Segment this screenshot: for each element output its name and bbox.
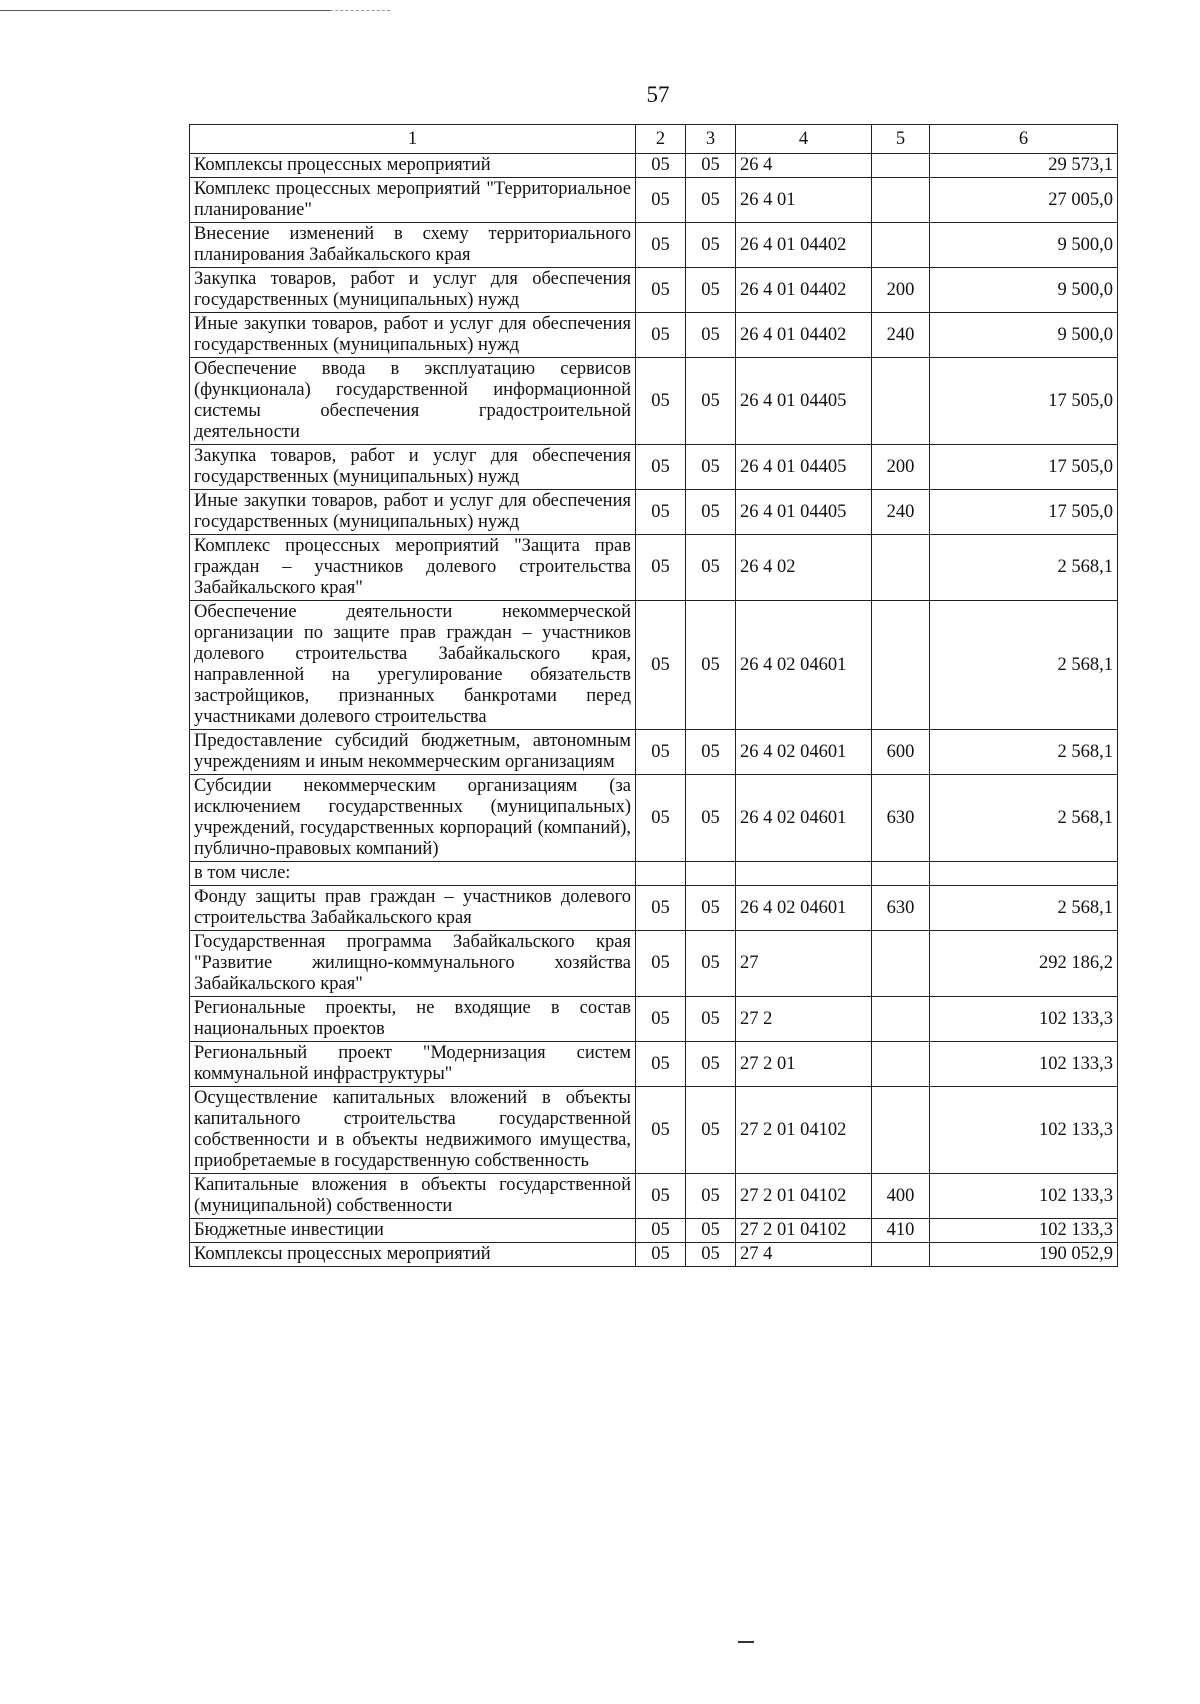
row-section-cell: 05 [636,490,686,535]
row-subsection-cell: 05 [686,268,736,313]
row-section-cell: 05 [636,1243,686,1267]
row-target-code-cell: 27 2 01 [736,1042,872,1087]
table-row [190,730,1118,775]
row-target-code-cell: 26 4 [736,154,872,178]
table-row [190,997,1118,1042]
row-section-cell: 05 [636,1087,686,1174]
row-expense-type-cell: 240 [872,490,930,535]
table-row [190,535,1118,601]
table-row [190,154,1118,178]
row-section-cell: 05 [636,268,686,313]
row-amount-cell: 27 005,0 [930,178,1118,223]
table-row [190,775,1118,862]
row-section-cell: 05 [636,775,686,862]
table-row [190,445,1118,490]
row-subsection-cell: 05 [686,931,736,997]
row-amount-cell: 9 500,0 [930,313,1118,358]
row-name-cell: Предоставление субсидий бюджетным, автономным учреждениям и иным некоммерческим организациям [190,730,636,775]
row-section-cell: 05 [636,223,686,268]
row-target-code-cell: 27 4 [736,1243,872,1267]
row-section-cell: 05 [636,886,686,931]
row-subsection-cell: 05 [686,886,736,931]
row-target-code-cell: 27 2 [736,997,872,1042]
row-subsection-cell: 05 [686,313,736,358]
row-section-cell: 05 [636,358,686,445]
scan-edge-line-dashed [330,10,390,11]
row-amount-cell: 102 133,3 [930,1174,1118,1219]
row-expense-type-cell [872,931,930,997]
row-expense-type-cell: 630 [872,775,930,862]
row-expense-type-cell: 600 [872,730,930,775]
row-subsection-cell: 05 [686,1042,736,1087]
row-amount-cell: 102 133,3 [930,1219,1118,1243]
row-name-cell: Иные закупки товаров, работ и услуг для обеспечения государственных (муниципальных) нужд [190,313,636,358]
table-row [190,886,1118,931]
row-name-cell: Фонду защиты прав граждан – участников долевого строительства Забайкальского края [190,886,636,931]
row-amount-cell [930,862,1118,886]
header-col-6: 6 [930,125,1118,154]
row-section-cell: 05 [636,313,686,358]
header-col-1: 1 [190,125,636,154]
row-expense-type-cell: 400 [872,1174,930,1219]
row-amount-cell: 9 500,0 [930,223,1118,268]
row-name-cell: Комплекс процессных мероприятий "Территориальное планирование" [190,178,636,223]
row-amount-cell: 17 505,0 [930,358,1118,445]
row-expense-type-cell [872,154,930,178]
header-col-3: 3 [686,125,736,154]
row-expense-type-cell: 240 [872,313,930,358]
row-amount-cell: 2 568,1 [930,730,1118,775]
row-target-code-cell: 26 4 02 [736,535,872,601]
row-name-cell: Обеспечение ввода в эксплуатацию сервисов (функционала) государственной информационной системы обеспечения градостроительной деятельности [190,358,636,445]
header-col-4: 4 [736,125,872,154]
row-name-cell: Осуществление капитальных вложений в объекты капитального строительства государственной собственности и в объекты недвижимого имущества, приобретаемые в государственную собственность [190,1087,636,1174]
row-name-cell: в том числе: [190,862,636,886]
row-subsection-cell: 05 [686,1174,736,1219]
row-subsection-cell: 05 [686,490,736,535]
row-name-cell: Капитальные вложения в объекты государственной (муниципальной) собственности [190,1174,636,1219]
row-name-cell: Комплексы процессных мероприятий [190,1243,636,1267]
row-subsection-cell: 05 [686,1243,736,1267]
row-target-code-cell: 27 2 01 04102 [736,1219,872,1243]
row-target-code-cell: 26 4 01 04405 [736,490,872,535]
table-row [190,862,1118,886]
row-expense-type-cell [872,1087,930,1174]
row-section-cell [636,862,686,886]
row-subsection-cell: 05 [686,601,736,730]
row-subsection-cell: 05 [686,730,736,775]
row-name-cell: Государственная программа Забайкальского края "Развитие жилищно-коммунального хозяйства Забайкальского края" [190,931,636,997]
row-amount-cell: 102 133,3 [930,1042,1118,1087]
row-subsection-cell [686,862,736,886]
table-row [190,268,1118,313]
row-section-cell: 05 [636,1219,686,1243]
scan-edge-line [0,10,330,11]
row-target-code-cell: 26 4 01 [736,178,872,223]
row-name-cell: Внесение изменений в схему территориального планирования Забайкальского края [190,223,636,268]
row-name-cell: Иные закупки товаров, работ и услуг для обеспечения государственных (муниципальных) нужд [190,490,636,535]
row-amount-cell: 292 186,2 [930,931,1118,997]
row-expense-type-cell: 200 [872,268,930,313]
row-name-cell: Закупка товаров, работ и услуг для обеспечения государственных (муниципальных) нужд [190,445,636,490]
table-row [190,223,1118,268]
row-section-cell: 05 [636,1174,686,1219]
row-name-cell: Региональные проекты, не входящие в состав национальных проектов [190,997,636,1042]
row-expense-type-cell: 410 [872,1219,930,1243]
row-section-cell: 05 [636,178,686,223]
budget-table [189,124,1118,1267]
row-section-cell: 05 [636,931,686,997]
row-amount-cell: 2 568,1 [930,886,1118,931]
row-name-cell: Комплексы процессных мероприятий [190,154,636,178]
row-amount-cell: 102 133,3 [930,1087,1118,1174]
row-amount-cell: 2 568,1 [930,535,1118,601]
row-amount-cell: 102 133,3 [930,997,1118,1042]
row-expense-type-cell [872,358,930,445]
row-name-cell: Комплекс процессных мероприятий "Защита прав граждан – участников долевого строительства Забайкальского края" [190,535,636,601]
row-amount-cell: 17 505,0 [930,445,1118,490]
row-name-cell: Региональный проект "Модернизация систем коммунальной инфраструктуры" [190,1042,636,1087]
table-row [190,1087,1118,1174]
row-amount-cell: 190 052,9 [930,1243,1118,1267]
row-amount-cell: 17 505,0 [930,490,1118,535]
row-subsection-cell: 05 [686,535,736,601]
row-section-cell: 05 [636,535,686,601]
scan-mark [738,1641,754,1643]
row-name-cell: Бюджетные инвестиции [190,1219,636,1243]
row-subsection-cell: 05 [686,775,736,862]
table-row [190,1042,1118,1087]
row-target-code-cell: 26 4 02 04601 [736,886,872,931]
row-expense-type-cell: 630 [872,886,930,931]
row-target-code-cell: 26 4 02 04601 [736,601,872,730]
row-target-code-cell: 26 4 02 04601 [736,730,872,775]
row-target-code-cell: 26 4 01 04402 [736,223,872,268]
row-amount-cell: 9 500,0 [930,268,1118,313]
row-target-code-cell: 26 4 01 04402 [736,313,872,358]
row-name-cell: Закупка товаров, работ и услуг для обеспечения государственных (муниципальных) нужд [190,268,636,313]
row-name-cell: Субсидии некоммерческим организациям (за исключением государственных (муниципальных) учреждений, государственных корпораций (компаний), публично-правовых компаний) [190,775,636,862]
header-col-2: 2 [636,125,686,154]
row-section-cell: 05 [636,154,686,178]
row-amount-cell: 2 568,1 [930,601,1118,730]
row-amount-cell: 2 568,1 [930,775,1118,862]
row-target-code-cell: 26 4 01 04405 [736,358,872,445]
row-subsection-cell: 05 [686,178,736,223]
row-subsection-cell: 05 [686,154,736,178]
table-row [190,601,1118,730]
row-expense-type-cell [872,601,930,730]
table-body [190,154,1118,1267]
page-number: 57 [646,82,670,107]
row-expense-type-cell [872,223,930,268]
table-row [190,931,1118,997]
row-expense-type-cell [872,178,930,223]
row-section-cell: 05 [636,730,686,775]
row-subsection-cell: 05 [686,1219,736,1243]
row-expense-type-cell [872,535,930,601]
row-amount-cell: 29 573,1 [930,154,1118,178]
header-row [190,125,1118,154]
row-subsection-cell: 05 [686,1087,736,1174]
table-row [190,178,1118,223]
row-section-cell: 05 [636,997,686,1042]
row-target-code-cell: 26 4 02 04601 [736,775,872,862]
row-target-code-cell: 27 [736,931,872,997]
row-subsection-cell: 05 [686,445,736,490]
row-expense-type-cell: 200 [872,445,930,490]
row-expense-type-cell [872,1243,930,1267]
row-target-code-cell: 26 4 01 04405 [736,445,872,490]
row-subsection-cell: 05 [686,358,736,445]
row-expense-type-cell [872,862,930,886]
row-section-cell: 05 [636,1042,686,1087]
table-row [190,358,1118,445]
row-target-code-cell: 26 4 01 04402 [736,268,872,313]
row-target-code-cell: 27 2 01 04102 [736,1087,872,1174]
header-col-5: 5 [872,125,930,154]
row-target-code-cell [736,862,872,886]
table-row [190,1219,1118,1243]
row-target-code-cell: 27 2 01 04102 [736,1174,872,1219]
table-row [190,490,1118,535]
table-row [190,313,1118,358]
row-name-cell: Обеспечение деятельности некоммерческой организации по защите прав граждан – участников долевого строительства Забайкальского края, направленной на урегулирование обязательств застройщиков, признанных банкротами перед участниками долевого строительства [190,601,636,730]
table-row [190,1174,1118,1219]
row-expense-type-cell [872,997,930,1042]
row-section-cell: 05 [636,445,686,490]
table-row [190,1243,1118,1267]
row-subsection-cell: 05 [686,223,736,268]
row-subsection-cell: 05 [686,997,736,1042]
row-section-cell: 05 [636,601,686,730]
table-header [190,125,1118,154]
row-expense-type-cell [872,1042,930,1087]
